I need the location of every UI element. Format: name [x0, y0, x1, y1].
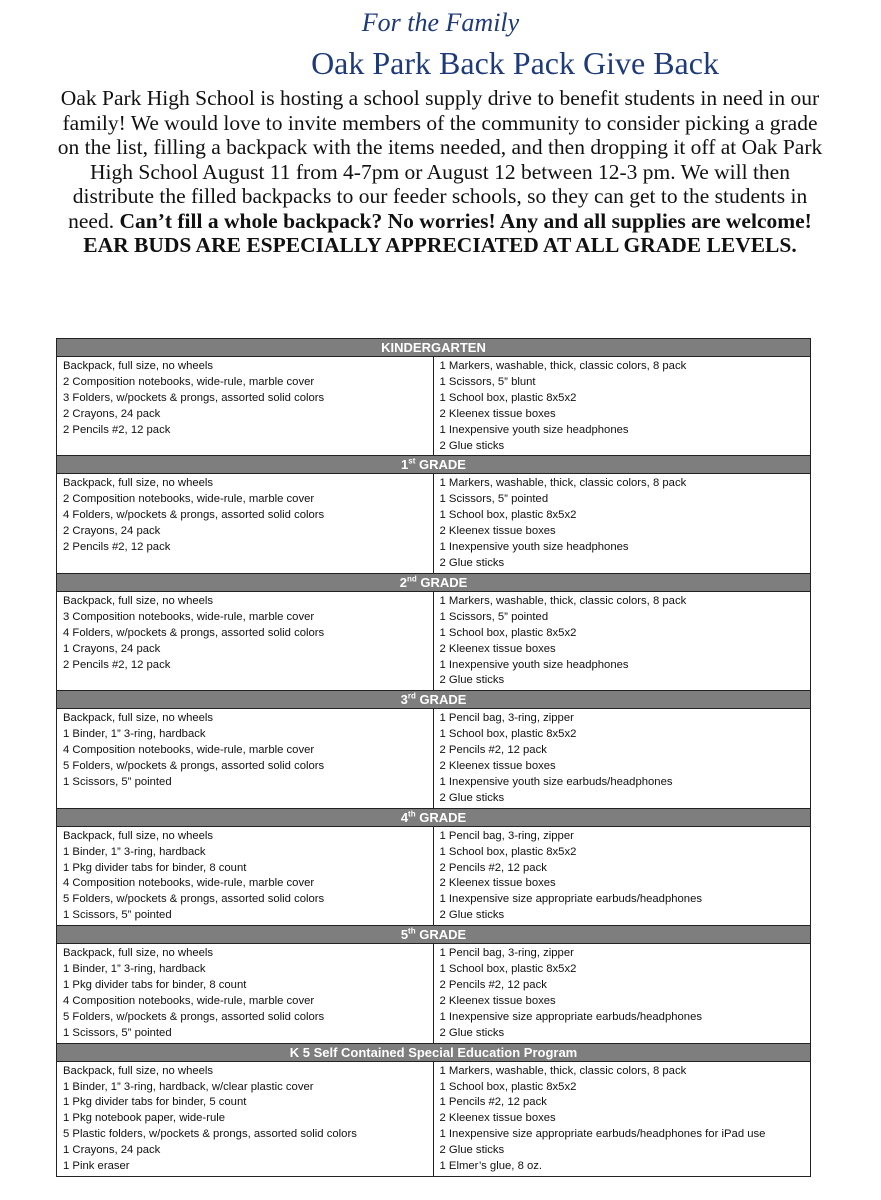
supply-column-left	[57, 1062, 434, 1176]
supply-item: 2 Composition notebooks, wide-rule, marble cover	[63, 375, 315, 388]
supply-list-table	[56, 338, 811, 1177]
supply-item: 2 Kleenex tissue boxes	[439, 642, 556, 655]
section-title: KINDERGARTEN	[381, 340, 486, 355]
supply-item: 1 Inexpensive youth size earbuds/headphones	[439, 775, 673, 788]
section-body	[57, 357, 810, 456]
supply-item: 5 Plastic folders, w/pockets & prongs, assorted solid colors	[63, 1128, 357, 1141]
supply-item: 1 School box, plastic 8x5x2	[439, 626, 577, 639]
supply-item: 2 Composition notebooks, wide-rule, marble cover	[63, 493, 315, 506]
supply-item: 1 Crayons, 24 pack	[63, 642, 161, 655]
section-header	[57, 1044, 810, 1062]
section-title: 4	[400, 809, 409, 825]
supply-item: 2 Glue sticks	[439, 556, 505, 569]
supply-item: 2 Pencils #2, 12 pack	[63, 541, 171, 554]
supply-column-right	[434, 944, 811, 1042]
supply-item: 1 Elmer’s glue, 8 oz.	[439, 1160, 543, 1173]
supply-item: 4 Folders, w/pockets & prongs, assorted solid colors	[63, 626, 325, 639]
supply-item: 1 Markers, washable, thick, classic colors, 8 pack	[439, 594, 687, 607]
supply-item: 2 Pencils #2, 12 pack	[63, 658, 171, 671]
supply-item: 1 Pkg divider tabs for binder, 8 count	[63, 979, 247, 991]
supply-item: 1 School box, plastic 8x5x2	[439, 391, 577, 404]
supply-item: 1 Scissors, 5” pointed	[63, 1026, 172, 1039]
section-title-suffix: th	[408, 926, 416, 936]
supply-item: 5 Folders, w/pockets & prongs, assorted solid colors	[63, 760, 325, 773]
supply-item: 1 Inexpensive size appropriate earbuds/headphones	[439, 1010, 703, 1023]
supply-item: 1 Markers, washable, thick, classic colors, 8 pack	[439, 360, 687, 372]
supply-item: 4 Composition notebooks, wide-rule, marble cover	[63, 994, 315, 1007]
section-body	[57, 474, 810, 573]
supply-column-left	[57, 474, 434, 572]
supply-item: 1 Scissors, 5” pointed	[439, 493, 549, 506]
supply-column-left	[57, 827, 434, 925]
supply-item: 1 Binder, 1” 3-ring, hardback	[63, 845, 206, 858]
supply-item: Backpack, full size, no wheels	[63, 594, 214, 607]
supply-item: 1 Inexpensive youth size headphones	[439, 423, 629, 436]
section-title-suffix: th	[408, 809, 416, 819]
section-body	[57, 592, 810, 691]
section-header	[57, 456, 810, 474]
supply-item: 5 Folders, w/pockets & prongs, assorted solid colors	[63, 1010, 325, 1023]
section-header	[57, 339, 810, 357]
supply-column-left	[57, 592, 434, 690]
section-title: 5	[400, 927, 409, 943]
supply-column-right	[434, 1062, 811, 1176]
page-title: Oak Park Back Pack Give Back	[311, 45, 719, 81]
supply-item: 1 School box, plastic 8x5x2	[439, 509, 577, 522]
supply-item: 2 Glue sticks	[439, 674, 505, 687]
supply-item: 2 Kleenex tissue boxes	[439, 1112, 556, 1125]
section-title-suffix: nd	[406, 574, 417, 584]
supply-item: 2 Glue sticks	[439, 439, 505, 452]
supply-item: 1 Binder, 1” 3-ring, hardback	[63, 963, 206, 976]
supply-item: 2 Glue sticks	[439, 1144, 505, 1157]
supply-item: 2 Glue sticks	[439, 909, 505, 922]
supply-item: 2 Pencils #2, 12 pack	[63, 423, 171, 436]
supply-item: Backpack, full size, no wheels	[63, 360, 214, 372]
section-header	[57, 574, 810, 592]
supply-item: 1 Markers, washable, thick, classic colors, 8 pack	[439, 1064, 687, 1077]
supply-item: 1 Pencils #2, 12 pack	[439, 1096, 547, 1109]
supply-item: 1 Scissors, 5” blunt	[439, 375, 536, 388]
supply-item: 1 School box, plastic 8x5x2	[439, 1080, 577, 1093]
supply-item: 1 Inexpensive youth size headphones	[439, 541, 629, 554]
intro-paragraph	[50, 86, 830, 258]
supply-item: 1 Pkg divider tabs for binder, 8 count	[63, 861, 247, 874]
supply-item: 1 Scissors, 5” pointed	[63, 909, 172, 922]
supply-item: Backpack, full size, no wheels	[63, 477, 214, 490]
supply-item: 3 Composition notebooks, wide-rule, marble cover	[63, 610, 315, 623]
supply-item: 2 Crayons, 24 pack	[63, 525, 161, 538]
supply-item: 1 School box, plastic 8x5x2	[439, 963, 577, 976]
section-body	[57, 709, 810, 808]
supply-item: 2 Kleenex tissue boxes	[439, 525, 556, 538]
section-title-suffix: rd	[407, 691, 416, 701]
supply-item: 1 Pencil bag, 3-ring, zipper	[439, 947, 574, 960]
section-header	[57, 926, 810, 944]
supply-column-right	[434, 709, 811, 807]
section-title: 2	[399, 574, 407, 590]
supply-item: 1 Inexpensive size appropriate earbuds/headphones	[439, 893, 703, 906]
supply-item: 2 Kleenex tissue boxes	[439, 407, 556, 420]
supply-item: 1 Scissors, 5” pointed	[63, 775, 172, 788]
section-title-rest: GRADE	[416, 574, 468, 590]
supply-column-left	[57, 944, 434, 1042]
section-body	[57, 827, 810, 926]
supply-item: 2 Glue sticks	[439, 1026, 505, 1039]
supply-column-left	[57, 357, 434, 455]
supply-item: Backpack, full size, no wheels	[63, 1064, 214, 1077]
supply-item: 2 Pencils #2, 12 pack	[439, 861, 547, 874]
section-header	[57, 691, 810, 709]
section-title-rest: GRADE	[415, 927, 467, 943]
supply-column-right	[434, 592, 811, 690]
supply-item: 2 Glue sticks	[439, 791, 505, 804]
section-body	[57, 1062, 810, 1176]
kicker-text: For the Family	[361, 8, 520, 37]
section-title-rest: GRADE	[415, 692, 467, 708]
supply-item: 1 Crayons, 24 pack	[63, 1144, 161, 1157]
supply-item: 1 School box, plastic 8x5x2	[439, 728, 577, 741]
section-header	[57, 809, 810, 827]
intro-text: Oak Park High School is hosting a school supply drive to benefit students in need in our family! We would love to invite members of the community to consider picking a grade on the list, filling a backpack with the items needed, and then dropping it off at Oak Park High School August 11 from 4-7pm or August 12 between 12-3 pm. We will then distribute the filled backpacks to our feeder schools, so they can get to the students in need.	[57, 86, 823, 233]
supply-item: 2 Kleenex tissue boxes	[439, 760, 556, 773]
supply-item: 2 Pencils #2, 12 pack	[439, 979, 547, 991]
supply-item: 1 Binder, 1” 3-ring, hardback	[63, 728, 206, 741]
supply-item: 2 Kleenex tissue boxes	[439, 994, 556, 1007]
supply-item: 3 Folders, w/pockets & prongs, assorted solid colors	[63, 391, 325, 404]
supply-item: 2 Kleenex tissue boxes	[439, 877, 556, 890]
supply-item: 1 Inexpensive size appropriate earbuds/headphones for iPad use	[439, 1128, 766, 1141]
supply-item: 1 Pink eraser	[63, 1160, 130, 1173]
supply-item: Backpack, full size, no wheels	[63, 712, 214, 725]
supply-item: 4 Folders, w/pockets & prongs, assorted solid colors	[63, 509, 325, 522]
supply-item: 1 Markers, washable, thick, classic colors, 8 pack	[439, 477, 687, 490]
supply-item: 4 Composition notebooks, wide-rule, marble cover	[63, 877, 315, 890]
supply-item: Backpack, full size, no wheels	[63, 947, 214, 960]
intro-bold-text: Can’t fill a whole backpack? No worries! Any and all supplies are welcome! EAR BUDS ARE ESPECIALLY APPRECIATED AT ALL GRADE LEVELS.	[83, 208, 812, 257]
supply-column-right	[434, 827, 811, 925]
supply-item: 4 Composition notebooks, wide-rule, marble cover	[63, 744, 315, 757]
supply-item: 1 Pkg notebook paper, wide-rule	[63, 1112, 226, 1125]
supply-item: 1 Binder, 1” 3-ring, hardback, w/clear plastic cover	[63, 1080, 314, 1093]
section-body	[57, 944, 810, 1043]
section-title-rest: GRADE	[415, 809, 467, 825]
supply-column-right	[434, 474, 811, 572]
supply-item: 1 Scissors, 5” pointed	[439, 610, 549, 623]
supply-item: 1 Pencil bag, 3-ring, zipper	[439, 829, 574, 842]
section-title: 3	[400, 692, 408, 708]
supply-item: 1 Pencil bag, 3-ring, zipper	[439, 712, 574, 725]
supply-item: 5 Folders, w/pockets & prongs, assorted solid colors	[63, 893, 325, 906]
section-title: K 5 Self Contained Special Education Program	[289, 1044, 578, 1060]
supply-item: 2 Pencils #2, 12 pack	[439, 744, 547, 757]
supply-item: 1 Inexpensive youth size headphones	[439, 658, 629, 671]
supply-column-left	[57, 709, 434, 807]
supply-column-right	[434, 357, 811, 455]
supply-item: Backpack, full size, no wheels	[63, 829, 214, 842]
supply-item: 1 School box, plastic 8x5x2	[439, 845, 577, 858]
section-title: 1	[401, 457, 409, 473]
supply-item: 2 Crayons, 24 pack	[63, 407, 161, 420]
supply-item: 1 Pkg divider tabs for binder, 5 count	[63, 1096, 247, 1109]
section-title-rest: GRADE	[415, 457, 466, 473]
section-title-suffix: st	[408, 457, 416, 467]
